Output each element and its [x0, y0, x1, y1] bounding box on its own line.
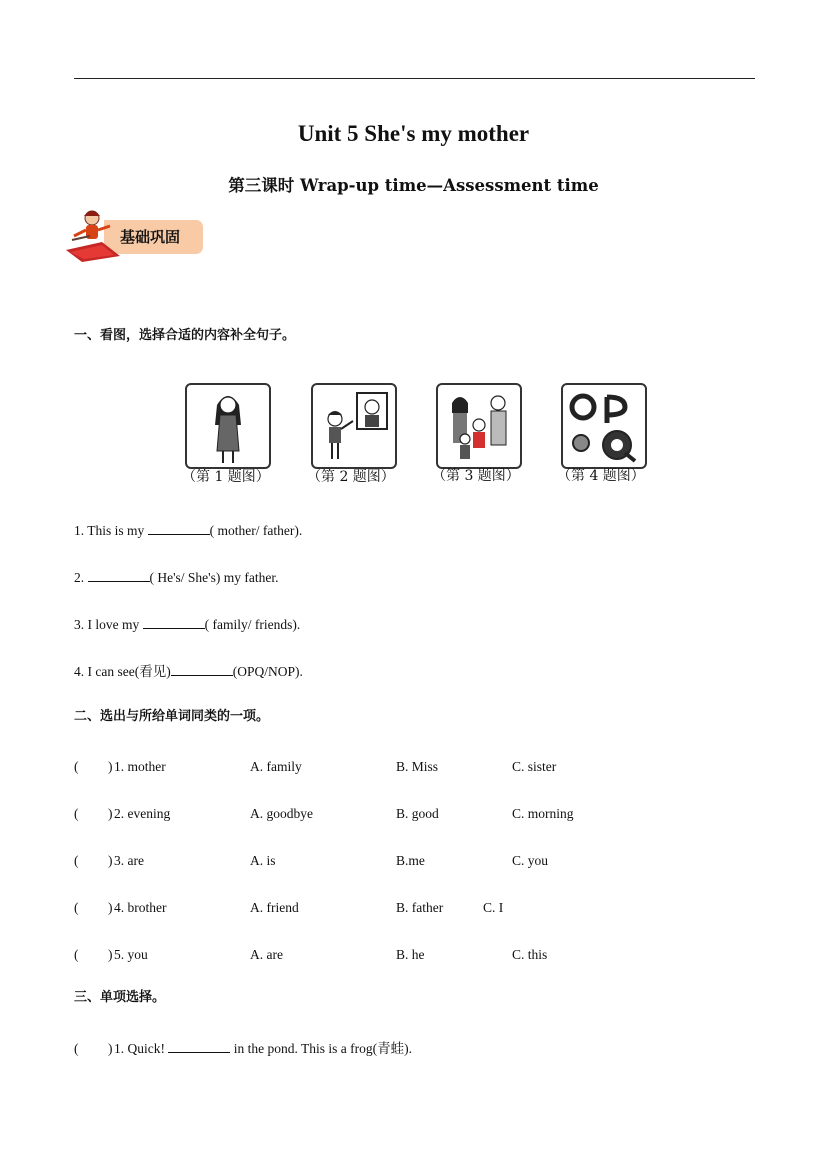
option-b: B. good	[396, 806, 439, 821]
picture-caption-1: （第 1 题图）	[182, 469, 270, 485]
answer-blank[interactable]	[171, 662, 233, 676]
option-c: C. I	[483, 900, 504, 915]
answer-paren-close: )	[108, 900, 113, 915]
fill-in-question-4	[74, 662, 303, 682]
answer-paren-open: (	[74, 759, 79, 774]
page-subtitle: 第三课时 Wrap-up time—Assessment time	[228, 176, 599, 195]
question-options: ( mother/ father).	[209, 523, 303, 538]
option-a: A. friend	[250, 900, 299, 915]
family-icon	[438, 385, 520, 467]
option-a: A. goodbye	[250, 806, 313, 821]
picture-3	[436, 383, 522, 469]
mother-icon	[187, 385, 269, 467]
header-rule	[74, 78, 755, 79]
question-text: 2.	[74, 570, 88, 585]
fill-in-question-1	[74, 521, 302, 541]
answer-paren-close: )	[108, 806, 113, 821]
option-c: C. sister	[512, 759, 557, 774]
boy-pointing-portrait-icon	[313, 385, 395, 467]
answer-paren-close: )	[108, 1041, 113, 1056]
page-title: Unit 5 She's my mother	[297, 121, 530, 146]
question-text-end: in the pond. This is a frog(青蛙).	[230, 1041, 412, 1056]
picture-caption-2: （第 2 题图）	[307, 469, 395, 485]
picture-caption-4: （第 4 题图）	[557, 468, 645, 484]
answer-paren-open: (	[74, 947, 79, 962]
answer-blank[interactable]	[88, 568, 150, 582]
classify-question-4: 4. brother	[114, 900, 167, 915]
section-heading-2: 二、选出与所给单词同类的一项。	[74, 709, 270, 724]
mascot-icon	[62, 206, 124, 262]
picture-1	[185, 383, 271, 469]
option-c: C. you	[512, 853, 549, 868]
answer-blank[interactable]	[143, 615, 205, 629]
option-b: B. Miss	[396, 759, 439, 774]
option-c: C. morning	[512, 806, 574, 821]
section-heading-3: 三、单项选择。	[74, 990, 166, 1005]
question-options: (OPQ/NOP).	[232, 664, 303, 679]
single-choice-question-1	[114, 1039, 412, 1059]
option-a: A. is	[250, 853, 276, 868]
option-a: A. family	[250, 759, 302, 774]
option-c: C. this	[512, 947, 548, 962]
badge-label: 基础巩固	[120, 228, 181, 246]
section-heading-1: 一、看图，选择合适的内容补全句子。	[74, 328, 296, 343]
answer-blank[interactable]	[168, 1039, 230, 1053]
answer-blank[interactable]	[148, 521, 210, 535]
answer-paren-close: )	[108, 759, 113, 774]
answer-paren-open: (	[74, 900, 79, 915]
fill-in-question-2	[74, 568, 278, 588]
answer-paren-close: )	[108, 947, 113, 962]
option-b: B. he	[396, 947, 425, 962]
picture-2	[311, 383, 397, 469]
question-text: 1. This is my	[74, 523, 148, 538]
question-options: ( He's/ She's) my father.	[149, 570, 279, 585]
question-options: ( family/ friends).	[204, 617, 301, 632]
answer-paren-open: (	[74, 806, 79, 821]
question-text: 3. I love my	[74, 617, 143, 632]
option-a: A. are	[250, 947, 283, 962]
letters-opq-icon	[563, 385, 645, 467]
option-b: B.me	[396, 853, 425, 868]
question-text: 4. I can see(看见)	[74, 664, 171, 679]
classify-question-3: 3. are	[114, 853, 144, 868]
answer-paren-close: )	[108, 853, 113, 868]
classify-question-1: 1. mother	[114, 759, 166, 774]
option-b: B. father	[396, 900, 444, 915]
classify-question-2: 2. evening	[114, 806, 171, 821]
answer-paren-open: (	[74, 1041, 79, 1056]
picture-caption-3: （第 3 题图）	[432, 468, 520, 484]
answer-paren-open: (	[74, 853, 79, 868]
classify-question-5: 5. you	[114, 947, 148, 962]
picture-4	[561, 383, 647, 469]
fill-in-question-3	[74, 615, 300, 635]
question-text: 1. Quick!	[114, 1041, 169, 1056]
